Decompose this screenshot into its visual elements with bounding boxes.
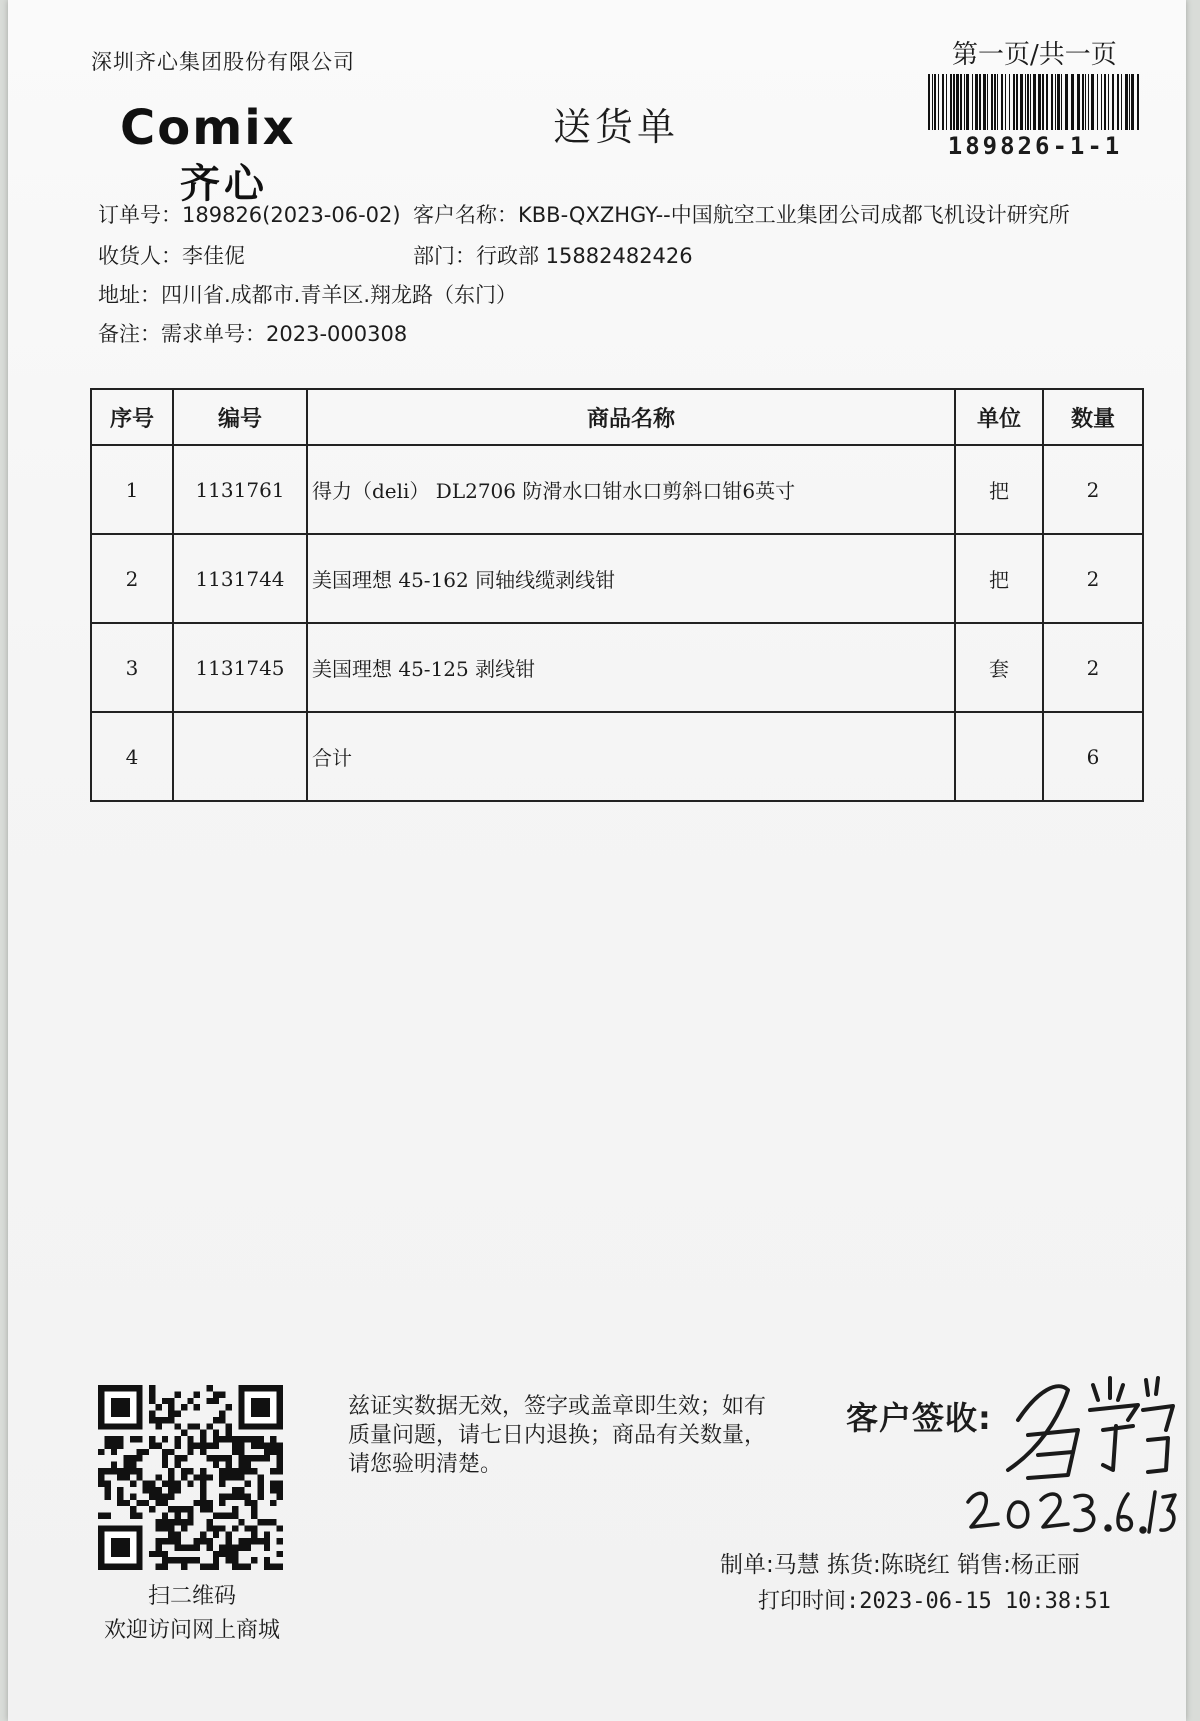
cell-seq: 1 [91, 445, 173, 534]
cell-qty: 2 [1043, 445, 1143, 534]
header-seq: 序号 [91, 389, 173, 445]
print-time: 打印时间:2023-06-15 10:38:51 [758, 1589, 1111, 1614]
header-unit: 单位 [955, 389, 1043, 445]
logo-text-en: Comix [120, 100, 296, 156]
order-number: 订单号：189826(2023-06-02) [98, 203, 401, 227]
department: 部门：行政部 15882482426 [413, 244, 693, 268]
cell-code: 1131744 [173, 534, 307, 623]
cell-seq: 3 [91, 623, 173, 712]
cell-qty: 2 [1043, 623, 1143, 712]
comix-logo [120, 100, 350, 207]
header-product: 商品名称 [307, 389, 955, 445]
cell-code [173, 712, 307, 801]
qr-code-icon[interactable] [98, 1385, 283, 1570]
cell-total-qty: 6 [1043, 712, 1143, 801]
customer-name: 客户名称：KBB-QXZHGY--中国航空工业集团公司成都飞机设计研究所 [413, 203, 1070, 227]
table-row [91, 534, 1143, 623]
header-qty: 数量 [1043, 389, 1143, 445]
cell-seq: 2 [91, 534, 173, 623]
handwritten-date [963, 1472, 1183, 1542]
cell-code: 1131761 [173, 445, 307, 534]
notice-text: 兹证实数据无效，签字或盖章即生效；如有质量问题，请七日内退换；商品有关数量，请您验明清楚。 [348, 1394, 767, 1477]
cell-unit: 套 [955, 623, 1043, 712]
cell-product: 美国理想 45-162 同轴线缆剥线钳 [307, 534, 955, 623]
document-title: 送货单 [553, 105, 680, 149]
cell-product: 美国理想 45-125 剥线钳 [307, 623, 955, 712]
qr-caption [86, 1580, 298, 1648]
barcode-icon [928, 74, 1144, 130]
header-code: 编号 [173, 389, 307, 445]
address: 地址：四川省.成都市.青羊区.翔龙路（东门） [98, 283, 518, 307]
table-row [91, 623, 1143, 712]
cell-unit [955, 712, 1043, 801]
table-header-row [91, 389, 1143, 445]
logo-text-zh: 齐心 [180, 161, 268, 207]
page-info: 第一页/共一页 [952, 40, 1117, 70]
customer-sign-label: 客户签收: [846, 1399, 992, 1437]
remark: 备注：需求单号：2023-000308 [98, 322, 408, 346]
qr-caption-line-2: 欢迎访问网上商城 [103, 1618, 280, 1643]
cell-unit: 把 [955, 534, 1043, 623]
barcode-number: 189826-1-1 [947, 132, 1123, 160]
cell-product: 得力（deli） DL2706 防滑水口钳水口剪斜口钳6英寸 [307, 445, 955, 534]
company-name: 深圳齐心集团股份有限公司 [91, 50, 355, 74]
cell-qty: 2 [1043, 534, 1143, 623]
staff-info: 制单:马慧 拣货:陈晓红 销售:杨正丽 [720, 1552, 1080, 1578]
cell-seq: 4 [91, 712, 173, 801]
cell-total-label: 合计 [307, 712, 955, 801]
qr-caption-line-1: 扫二维码 [147, 1584, 236, 1609]
table-row [91, 445, 1143, 534]
cell-code: 1131745 [173, 623, 307, 712]
cell-unit: 把 [955, 445, 1043, 534]
delivery-note-sheet [8, 0, 1186, 1721]
table-total-row [91, 712, 1143, 801]
items-table [90, 388, 1144, 802]
consignee: 收货人：李佳伲 [98, 244, 245, 268]
